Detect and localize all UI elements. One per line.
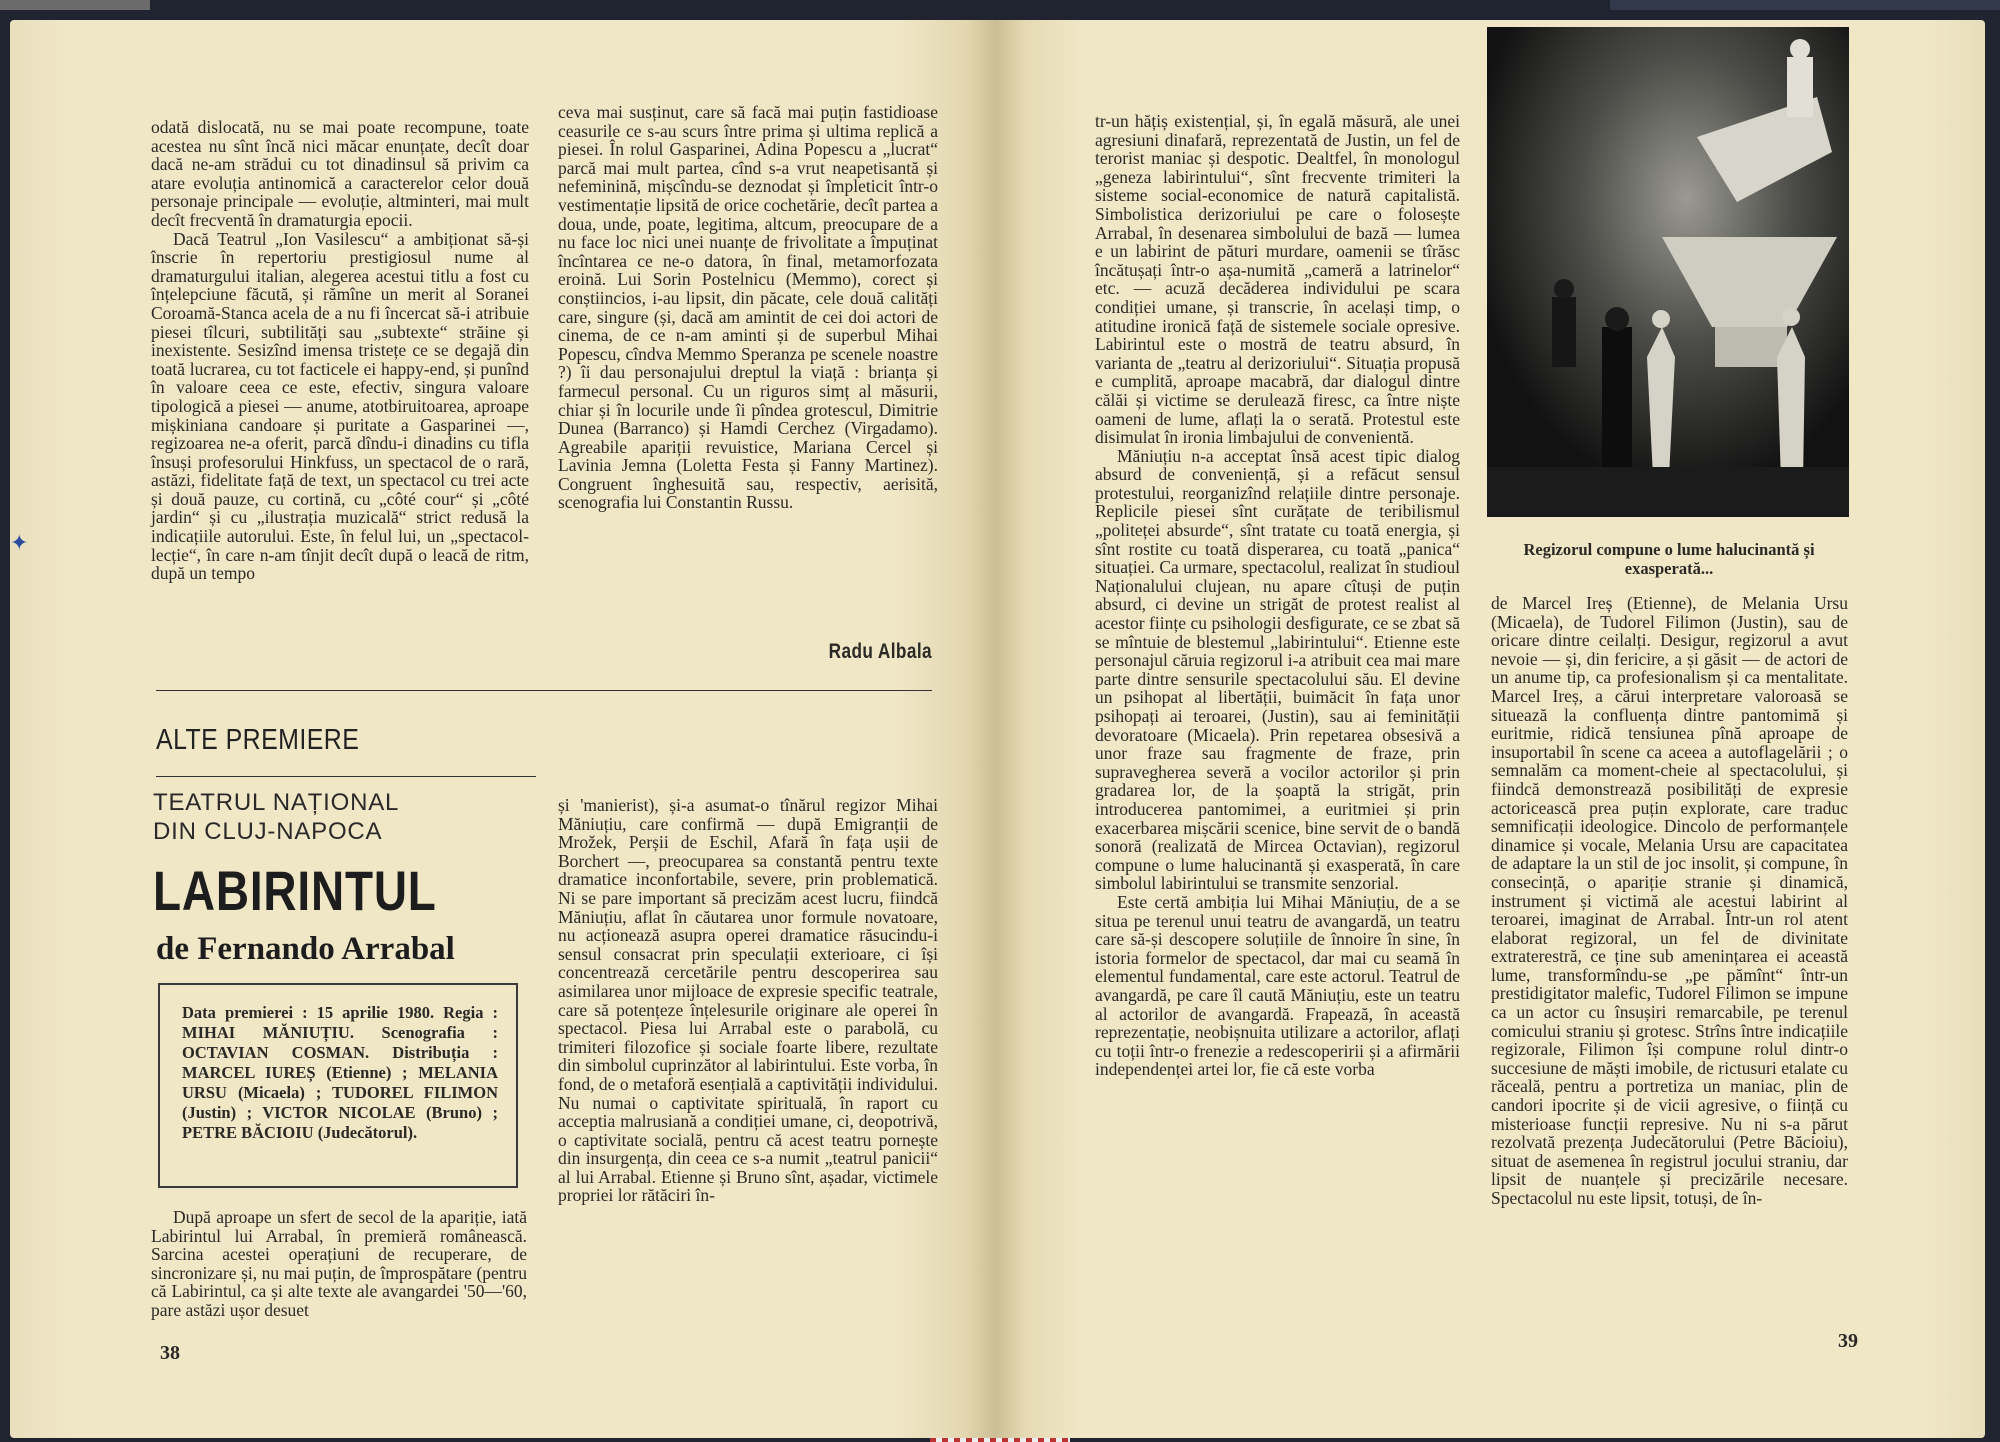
page-number-right: 39	[1838, 1330, 1858, 1352]
cover-edge-top	[0, 0, 150, 10]
section-title: ALTE PREMIERE	[156, 724, 360, 756]
left-column-2-bottom	[558, 796, 938, 1205]
right-page	[995, 20, 1985, 1438]
paragraph: După aproape un sfert de secol de la apariție, iată Labirintul lui Arrabal, în premieră românească. Sarcina acestei operațiuni de recuperare, de sincronizare și, nu mai puțin, de împrospătare (pentru că Labirintul, ca și alte texte ale avangardei '50—'60, pare astăzi ușor desuet	[151, 1207, 527, 1320]
premiere-credits-box	[158, 983, 518, 1188]
paragraph: de Marcel Ireș (Etienne), de Melania Ursu (Micaela), de Tudorel Filimon (Justin), sau de oricare dintre ceilalți. Desigur, regizorul a avut nevoie — și, din fericire, a și găsit — de actori de un anume tip, ca profesionalism și ca mentalitate. Marcel Ireș, a cărui interpretare valoroasă se situează la confluența dintre pantomimă și euritmie, ridică tensiunea pînă aproape de insuportabil în scene ca aceea a autoflagelării ; o semnalăm ca moment-cheie al spectacolului, și fiindcă demonstrează posibilități de expresie actoricească prea puțin explorate, care traduc semnificații ideologice. Dincolo de performanțele dinamice și vocale, Melania Ursu are capacitatea de adaptare la un stil de joc insolit, și compune, în consecință, o apariție stranie și dinamică, instrument și victimă ale acestui labirint al teroarei, imaginat de Arrabal. Într-un rol atent elaborat regizoral, un fel de divinitate extraterestră, ce ține sub amenințarea ei această lume, transformîndu-se „pe pămînt“ într-un prestidigitator malefic, Tudorel Filimon se impune ca un actor cu însușiri remarcabile, pe terenul comicului straniu și grotesc. Strîns între indicațiile regizorale, Filimon își compune rolul dintr-o succesiune de măști imobile, de rictusuri etalate cu răceală, pentru a portretiza un maniac, plin de candori ipocrite și de vicii agresive, o ființă cu misterioase funcții represive. Nu ni s-a părut rezolvată prezența Judecătorului (Petre Băcioiu), situat de asemenea în registrul jocului straniu, dar lipsit de nuanțele și precizările necesare. Spectacolul nu este lipsit, totuși, de în-	[1491, 593, 1848, 1208]
paragraph: odată dislocată, nu se mai poate recompune, toate acestea nu sînt încă nici măcar enunțate, decît doar dacă ne-am strădui cu tot dinadinsul să privim ca atare evoluția antinomică a caracterelor celor două personaje principale — evoluție, altminteri, mai mult decît frecventă în dramaturgia epocii.	[151, 117, 529, 230]
right-column-2	[1491, 594, 1848, 1208]
theatre-line-2: DIN CLUJ-NAPOCA	[153, 818, 383, 845]
paragraph: tr-un hățiș existențial, și, în egală măsură, ale unei agresiuni dinafară, reprezentată de Justin, un fel de terorist maniac și despotic. Dealtfel, în monologul „geneza labirintului“, sînt frecvente trimiteri la sisteme social-economice de natură capitalistă. Simbolistica derizoriului pe care o folosește Arrabal, în desenarea simbolului de bază — lumea e un labirint de pături murdare, oamenii se tîrăsc încătușați într-o așa-numită „cameră a latrinelor“ etc. — acuză decăderea individului pe scara condiției umane, și transcrie, în același timp, o atitudine ironică față de sistemele sociale opresive. Labirintul este o mostră de teatru absurd, în varianta de „teatru al derizoriului“. Situația propusă e cumplită, aproape macabră, dar dialogul dintre călăi și victime se derulează firesc, ca între niște oameni de lume, aflați la o serată. Protestul este disimulat în ironia limbajului de convenientă.	[1095, 111, 1460, 448]
left-column-2-top	[558, 103, 938, 512]
stage-photo-image	[1487, 27, 1849, 517]
left-page	[10, 20, 995, 1438]
play-title: LABIRINTUL	[153, 859, 437, 922]
section-rule-under-title	[156, 776, 536, 777]
production-photo	[1487, 27, 1849, 517]
left-column-1-top	[151, 118, 529, 583]
cover-edge-top-right	[1610, 0, 2000, 10]
right-column-1	[1095, 112, 1460, 1079]
play-author: de Fernando Arrabal	[156, 931, 455, 967]
paragraph: Dacă Teatrul „Ion Vasilescu“ a ambiționat să-și înscrie în repertoriu prestigiosul nume al dramaturgului italian, alegerea acestui titlu a fost cu înțelepciune făcută, și rămîne un merit al Soranei Coroamă-Stanca acela de a nu fi încercat să-i atribuie piesei tîlcuri, subtilități sau „subtexte“ străine și inexistente. Sesizînd imensa tristețe ce se degajă din toată lucrarea, cu tot facticele ei happy-end, și punînd în valoare ceea ce este, efectiv, singura valoare tipologică a piesei — anume, atotbiruitoarea, aproape mișkiniana candoare și puritate a Gasparinei —, regizoarea ne-a oferit, parcă dîndu-i dinadins cu tifla însuși profesorului Hinkfuss, un spectacol de o rară, astăzi, fidelitate față de text, un spectacol cu trei acte și două pauze, cu cortină, cu „côté cour“ și „côté jardin“ și cu „ilustrația muzicală“ strict redusă la indicațiile autorului. Este, în felul lui, un „spectacol-lecție“, în care n-am tînjit decît după o leacă de ritm, după un tempo	[151, 228, 529, 584]
premiere-credits: Data premierei : 15 aprilie 1980. Regia : MIHAI MĂNIUȚIU. Scenografia : OCTAVIAN COSMAN. Distribuția : MARCEL IUREȘ (Etienne) ; MELANIA URSU (Micaela) ; TUDOREL FILIMON (Justin) ; VICTOR NICOLAE (Bruno) ; PETRE BĂCIOIU (Judecătorul).	[182, 1003, 498, 1142]
page-number-left: 38	[160, 1342, 180, 1364]
theatre-name	[153, 788, 399, 846]
section-rule-top	[156, 690, 932, 691]
paragraph: Este certă ambiția lui Mihai Măniuțiu, de a se situa pe terenul unui teatru de avangardă, un teatru care să-și descopere soluțiile de înnoire în sine, în istoria formelor de spectacol, dar mai cu seamă în elementul fundamental, care este actorul. Teatrul de avangardă, pe care îl caută Măniuțiu, este un teatru al actorilor de avangardă. Frapează, în această reprezentație, neobișnuita utilizare a actorilor, aflați cu toții într-o frenezie a redescoperirii și a afirmării independenței artei lor, fie că este vorba	[1095, 891, 1460, 1080]
pin-mark-icon: ✦	[10, 530, 29, 555]
paragraph: Măniuțiu n-a acceptat însă acest tipic dialog absurd de conveniență, și a refăcut sensul protestului, reorganizînd relațiile dintre personaje. Replicile piesei sînt curățate de teribilismul „politeței absurde“, sînt tratate cu toată energia, și sînt rostite cu toată disperarea, cu toată „panica“ situației. Ca urmare, spectacolul, realizat în studioul Naționalului clujean, nu apare cîtuși de puțin absurd, ci devine un strigăt de protest realist al acestor ființe cu psihologii desfigurate, ce se zbat să se mîntuie de blestemul „labirintului“. Etienne este personajul căruia regizorul i-a atribuit cea mai mare parte dintre sensurile spectacolului său. El devine un psihopat al libertății, buimăcit în fața unor psihopați ai teroarei, (Justin), sau ai feminității devoratoare (Micaela). Prin repetarea obsesivă a unor fraze sau fragmente de fraze, prin supravegherea severă a vocilor actorilor și prin gradarea lor, de la șoaptă la strigăt, prin introducerea pantomimei, a euritmiei și prin exacerbarea mișcării scenice, bine servit de o bandă sonoră (realizată de Mircea Octavian), regizorul compune o lume halucinantă și exasperată, în care simbolul labirintului se transmite senzorial.	[1095, 445, 1460, 894]
paragraph: ceva mai susținut, care să facă mai puțin fastidioase ceasurile ce s-au scurs între prima și ultima replică a piesei. În rolul Gasparinei, Adina Popescu a „lucrat“ parcă mai mult partea, cînd s-a vrut neapetisantă și nefeminină, mișcîndu-se deznodat și împleticit într-o vestimentație lipsită de orice cochetărie, decît partea a doua, unde, poate, legitima, altcum, preocupare de a nu face loc nici unei nuanțe de frivolitate a împuținat încîntarea ce ne-o datora, în final, metamorfozata eroină. Lui Sorin Postelnicu (Memmo), corect și conștiincios, i-au lipsit, din păcate, cele două calități care, singure (și, dacă am amintit de cei doi actori de cinema, de ce n-am aminti și de superbul Mihai Popescu, cîndva Memmo Speranza pe scenele noastre ?) îi dau personajului dreptul la viață : brianța și farmecul personal. Cu un riguros simț al măsurii, chiar și în locurile unde îi pîndea grotescul, Dimitrie Dunea (Barranco) și Hamdi Cerchez (Virgadamo). Agreabile apariții revuistice, Mariana Cercel și Lavinia Jemna (Loletta Festa și Fanny Martinez). Congruent înghesuită sau, respectiv, aerisită, scenografia lui Constantin Russu.	[558, 102, 938, 513]
photo-caption: Regizorul compune o lume halucinantă și exasperată...	[1523, 540, 1815, 578]
left-column-1-bottom	[151, 1208, 527, 1320]
theatre-line-1: TEATRUL NAȚIONAL	[153, 789, 400, 816]
article-byline: Radu Albala	[828, 640, 932, 663]
paragraph: și 'manierist), și-a asumat-o tînărul regizor Mihai Măniuțiu, care confirmă — după Emigranții de Mrožek, Perșii de Eschil, Afară în fața ușii de Borchert —, preocuparea sa constantă pentru texte dramatice inconfortabile, severe, prin problematică. Ni se pare important să precizăm acest lucru, fiindcă Măniuțiu, aflat în căutarea unor formule novatoare, nu acționează asupra operei dramatice răsucindu-i sensul consacrat prin speculații exterioare, ci își concentrează cercetările pentru descoperirea sau asimilarea unor mijloace de expresie specific teatrale, care să potențeze înțelesurile originare ale operei în spectacol. Piesa lui Arrabal este o parabolă, cu trimiteri filozofice și sociale foarte libere, rezultate din simbolul cuprinzător al labirintului. Este vorba, în fond, de o metaforă esențială a captivității individului. Nu numai o captivitate spirituală, în raport cu acceptia malrusiană a condiției umane, ci, deopotrivă, o captivitate socială, pentru că acest teatru pornește din insurgența, din ceea ce s-a numit „teatrul panicii“ al lui Arrabal. Etienne și Bruno sînt, așadar, victimele propriei lor rătăciri în-	[558, 795, 938, 1206]
